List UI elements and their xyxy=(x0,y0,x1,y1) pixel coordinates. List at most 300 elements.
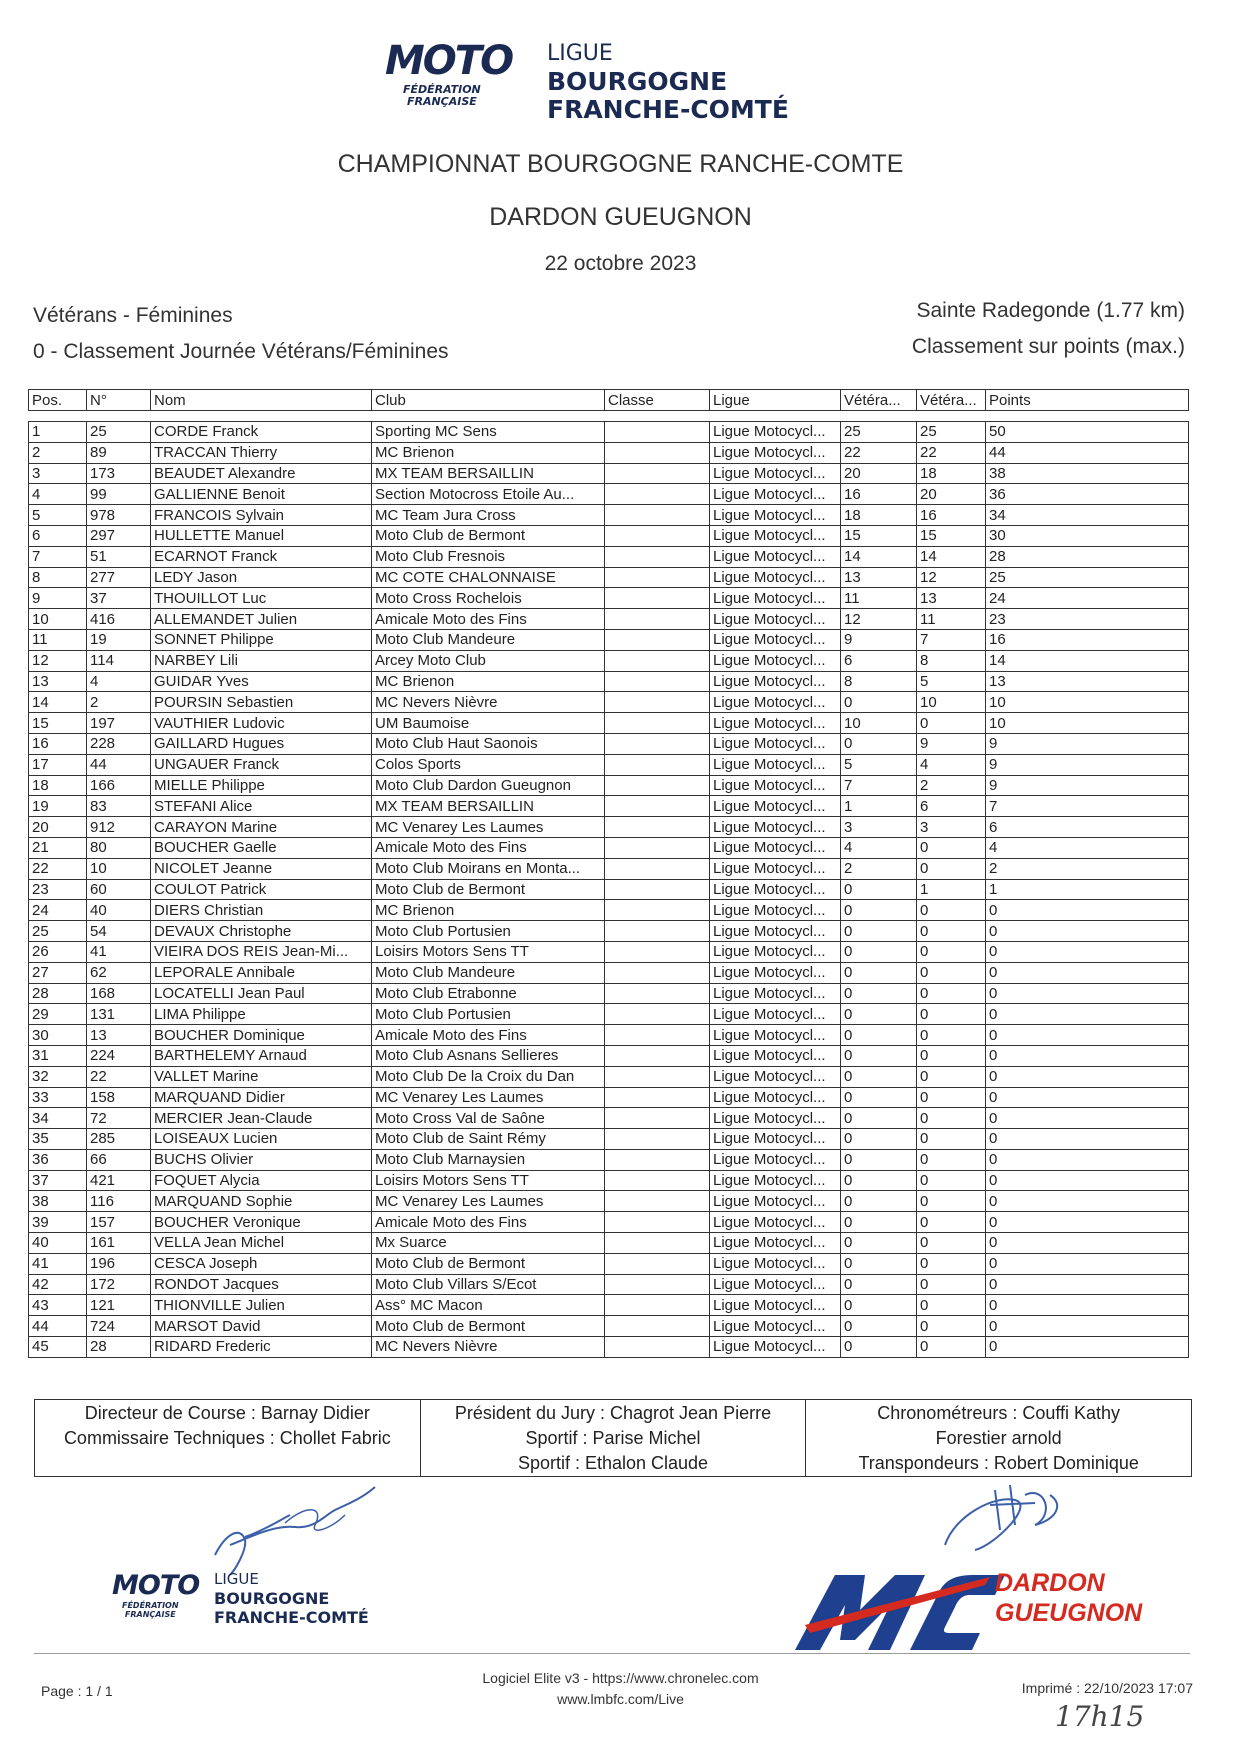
table-cell: Loisirs Motors Sens TT xyxy=(372,1170,605,1191)
table-cell: 51 xyxy=(87,546,151,567)
table-cell: 0 xyxy=(986,900,1189,921)
table-cell: THIONVILLE Julien xyxy=(151,1295,372,1316)
table-cell: 0 xyxy=(917,921,986,942)
table-cell: 0 xyxy=(986,1129,1189,1150)
table-cell: 912 xyxy=(87,817,151,838)
table-cell: 6 xyxy=(917,796,986,817)
table-cell: 10 xyxy=(841,713,917,734)
table-row xyxy=(29,650,1189,671)
table-cell: Ligue Motocycl... xyxy=(710,1316,841,1337)
table-cell xyxy=(605,1170,710,1191)
table-cell: Ligue Motocycl... xyxy=(710,754,841,775)
table-cell: 0 xyxy=(917,1212,986,1233)
table-cell: 0 xyxy=(841,1316,917,1337)
table-cell: Ligue Motocycl... xyxy=(710,588,841,609)
table-cell: 0 xyxy=(841,1170,917,1191)
table-cell xyxy=(605,796,710,817)
table-cell xyxy=(605,1149,710,1170)
table-cell: 0 xyxy=(917,837,986,858)
table-cell: Ligue Motocycl... xyxy=(710,463,841,484)
table-row xyxy=(29,422,1189,443)
table-cell: Section Motocross Etoile Au... xyxy=(372,484,605,505)
table-cell: 36 xyxy=(986,484,1189,505)
table-cell: 0 xyxy=(917,1025,986,1046)
table-cell: LIMA Philippe xyxy=(151,1004,372,1025)
table-cell: 4 xyxy=(29,484,87,505)
table-cell: 121 xyxy=(87,1295,151,1316)
table-cell: 2 xyxy=(917,775,986,796)
table-cell: 157 xyxy=(87,1212,151,1233)
table-cell: 12 xyxy=(29,650,87,671)
results-table xyxy=(28,389,1189,1358)
table-cell: MC Venarey Les Laumes xyxy=(372,1087,605,1108)
table-cell xyxy=(605,754,710,775)
table-cell: 5 xyxy=(841,754,917,775)
table-cell: 2 xyxy=(841,858,917,879)
table-cell: 3 xyxy=(841,817,917,838)
table-cell: Ligue Motocycl... xyxy=(710,879,841,900)
table-cell: 6 xyxy=(841,650,917,671)
table-cell: 8 xyxy=(917,650,986,671)
table-cell: 9 xyxy=(986,775,1189,796)
table-row xyxy=(29,609,1189,630)
federation-logo-footer xyxy=(112,1570,412,1640)
table-row xyxy=(29,1108,1189,1129)
table-cell: BOUCHER Gaelle xyxy=(151,837,372,858)
table-cell: 0 xyxy=(841,1253,917,1274)
table-cell: 41 xyxy=(29,1253,87,1274)
table-cell xyxy=(605,900,710,921)
table-row xyxy=(29,505,1189,526)
table-cell: Moto Club Haut Saonois xyxy=(372,733,605,754)
table-cell: 285 xyxy=(87,1129,151,1150)
table-cell xyxy=(605,463,710,484)
table-cell: Ligue Motocycl... xyxy=(710,1149,841,1170)
col-header: Vétéra... xyxy=(917,390,986,411)
table-cell: 45 xyxy=(29,1337,87,1358)
table-header-row xyxy=(29,390,1189,411)
table-cell xyxy=(605,1191,710,1212)
table-cell: DEVAUX Christophe xyxy=(151,921,372,942)
table-cell: Amicale Moto des Fins xyxy=(372,609,605,630)
table-cell: BOUCHER Veronique xyxy=(151,1212,372,1233)
table-cell: 2 xyxy=(87,692,151,713)
table-cell: 22 xyxy=(917,442,986,463)
table-cell: BUCHS Olivier xyxy=(151,1149,372,1170)
table-cell: Moto Club Moirans en Monta... xyxy=(372,858,605,879)
table-cell: Ligue Motocycl... xyxy=(710,484,841,505)
table-cell: 0 xyxy=(841,962,917,983)
table-cell: 0 xyxy=(986,1025,1189,1046)
table-cell: 0 xyxy=(841,941,917,962)
table-cell xyxy=(605,941,710,962)
table-cell: 0 xyxy=(917,1004,986,1025)
table-cell: 10 xyxy=(917,692,986,713)
table-cell: GAILLARD Hugues xyxy=(151,733,372,754)
table-cell: 35 xyxy=(29,1129,87,1150)
table-cell: 0 xyxy=(841,1191,917,1212)
table-cell: MC Venarey Les Laumes xyxy=(372,817,605,838)
table-cell: VIEIRA DOS REIS Jean-Mi... xyxy=(151,941,372,962)
table-row xyxy=(29,1337,1189,1358)
table-cell: 158 xyxy=(87,1087,151,1108)
table-cell: 0 xyxy=(917,1337,986,1358)
col-header: Vétéra... xyxy=(841,390,917,411)
table-cell: 0 xyxy=(841,1129,917,1150)
table-row xyxy=(29,1274,1189,1295)
table-cell: Colos Sports xyxy=(372,754,605,775)
table-cell: 14 xyxy=(841,546,917,567)
table-cell: LOISEAUX Lucien xyxy=(151,1129,372,1150)
signature-jury xyxy=(935,1475,1105,1565)
table-cell: Ligue Motocycl... xyxy=(710,671,841,692)
table-cell: 724 xyxy=(87,1316,151,1337)
table-cell: 20 xyxy=(841,463,917,484)
table-cell: 114 xyxy=(87,650,151,671)
table-cell: Ligue Motocycl... xyxy=(710,1337,841,1358)
table-cell: 2 xyxy=(29,442,87,463)
table-cell: 9 xyxy=(986,733,1189,754)
table-cell: 228 xyxy=(87,733,151,754)
table-cell xyxy=(605,546,710,567)
table-cell xyxy=(605,775,710,796)
table-cell: 89 xyxy=(87,442,151,463)
table-row xyxy=(29,629,1189,650)
table-cell: 166 xyxy=(87,775,151,796)
table-cell: 0 xyxy=(841,1233,917,1254)
table-cell: NICOLET Jeanne xyxy=(151,858,372,879)
table-cell: 33 xyxy=(29,1087,87,1108)
table-cell: 0 xyxy=(917,1129,986,1150)
table-cell: Moto Cross Val de Saône xyxy=(372,1108,605,1129)
table-row xyxy=(29,962,1189,983)
logo-ligue-text: LIGUE BOURGOGNE FRANCHE-COMTÉ xyxy=(547,41,789,124)
table-cell: Ligue Motocycl... xyxy=(710,525,841,546)
table-cell xyxy=(605,817,710,838)
table-cell: MC COTE CHALONNAISE xyxy=(372,567,605,588)
table-cell: 13 xyxy=(87,1025,151,1046)
table-cell: FOQUET Alycia xyxy=(151,1170,372,1191)
table-cell: Ligue Motocycl... xyxy=(710,921,841,942)
table-row xyxy=(29,983,1189,1004)
circuit-block xyxy=(912,293,1185,365)
signature-director xyxy=(185,1475,395,1585)
table-row xyxy=(29,567,1189,588)
table-cell: Ligue Motocycl... xyxy=(710,1274,841,1295)
table-cell: 0 xyxy=(986,1253,1189,1274)
table-cell: ECARNOT Franck xyxy=(151,546,372,567)
table-cell: 31 xyxy=(29,1045,87,1066)
table-cell: LEDY Jason xyxy=(151,567,372,588)
logo-ligue-text: LIGUE BOURGOGNE FRANCHE-COMTÉ xyxy=(214,1570,369,1627)
table-row xyxy=(29,692,1189,713)
table-cell xyxy=(605,1066,710,1087)
table-cell: 14 xyxy=(29,692,87,713)
table-row xyxy=(29,754,1189,775)
table-cell: 0 xyxy=(917,983,986,1004)
table-cell: 13 xyxy=(841,567,917,588)
table-cell: 0 xyxy=(841,1337,917,1358)
table-cell: MARQUAND Sophie xyxy=(151,1191,372,1212)
table-cell: 11 xyxy=(917,609,986,630)
table-cell: 39 xyxy=(29,1212,87,1233)
table-row xyxy=(29,900,1189,921)
table-row xyxy=(29,1191,1189,1212)
table-row xyxy=(29,588,1189,609)
table-cell: 16 xyxy=(917,505,986,526)
table-cell: Ligue Motocycl... xyxy=(710,546,841,567)
table-cell: 0 xyxy=(841,692,917,713)
table-cell: Ligue Motocycl... xyxy=(710,609,841,630)
table-cell: 60 xyxy=(87,879,151,900)
table-cell: TRACCAN Thierry xyxy=(151,442,372,463)
table-cell: 44 xyxy=(87,754,151,775)
table-cell: 196 xyxy=(87,1253,151,1274)
table-cell: 18 xyxy=(29,775,87,796)
table-cell: 7 xyxy=(986,796,1189,817)
table-cell: 20 xyxy=(29,817,87,838)
col-header: Classe xyxy=(605,390,710,411)
table-cell: Ligue Motocycl... xyxy=(710,567,841,588)
table-cell: Ligue Motocycl... xyxy=(710,1087,841,1108)
table-cell: 10 xyxy=(87,858,151,879)
table-cell: 0 xyxy=(917,713,986,734)
table-cell: 0 xyxy=(986,1004,1189,1025)
table-cell: 0 xyxy=(841,1149,917,1170)
table-cell: 1 xyxy=(917,879,986,900)
table-cell: MC Team Jura Cross xyxy=(372,505,605,526)
footer-divider xyxy=(34,1653,1190,1654)
table-cell: 25 xyxy=(917,422,986,443)
table-cell: 0 xyxy=(986,1212,1189,1233)
table-row xyxy=(29,1045,1189,1066)
table-cell: THOUILLOT Luc xyxy=(151,588,372,609)
table-cell: 0 xyxy=(841,921,917,942)
table-cell: Moto Club de Bermont xyxy=(372,879,605,900)
table-cell: UM Baumoise xyxy=(372,713,605,734)
table-cell: 10 xyxy=(29,609,87,630)
table-cell: 0 xyxy=(917,1295,986,1316)
table-cell: 14 xyxy=(917,546,986,567)
table-cell: Ligue Motocycl... xyxy=(710,983,841,1004)
table-cell: BEAUDET Alexandre xyxy=(151,463,372,484)
table-row xyxy=(29,796,1189,817)
table-cell: 0 xyxy=(841,733,917,754)
officials-col-jury: Président du Jury : Chagrot Jean Pierre Sportif : Parise Michel Sportif : Ethalon Claude xyxy=(421,1400,807,1476)
table-row xyxy=(29,1149,1189,1170)
table-cell: Moto Club Fresnois xyxy=(372,546,605,567)
table-cell: Ligue Motocycl... xyxy=(710,422,841,443)
table-cell: BOUCHER Dominique xyxy=(151,1025,372,1046)
table-cell: 7 xyxy=(29,546,87,567)
table-cell: 416 xyxy=(87,609,151,630)
table-cell: 0 xyxy=(917,941,986,962)
classement-label: 0 - Classement Journée Vétérans/Féminines xyxy=(33,340,449,363)
table-row xyxy=(29,1025,1189,1046)
table-row xyxy=(29,817,1189,838)
col-header: Ligue xyxy=(710,390,841,411)
table-row xyxy=(29,463,1189,484)
table-cell: 83 xyxy=(87,796,151,817)
table-cell: 26 xyxy=(29,941,87,962)
table-cell: 10 xyxy=(986,692,1189,713)
table-cell: 80 xyxy=(87,837,151,858)
table-row xyxy=(29,1129,1189,1150)
logo-federation-text: FÉDÉRATION FRANÇAISE xyxy=(403,83,481,108)
logo-federation-text: FÉDÉRATION FRANÇAISE xyxy=(122,1601,179,1619)
table-cell: 0 xyxy=(917,858,986,879)
table-row xyxy=(29,546,1189,567)
table-cell: 18 xyxy=(917,463,986,484)
table-cell: 28 xyxy=(87,1337,151,1358)
table-cell xyxy=(605,837,710,858)
table-cell: Ligue Motocycl... xyxy=(710,692,841,713)
table-cell: 21 xyxy=(29,837,87,858)
table-cell xyxy=(605,879,710,900)
table-cell: Ligue Motocycl... xyxy=(710,713,841,734)
table-row xyxy=(29,1170,1189,1191)
table-cell: 13 xyxy=(986,671,1189,692)
table-cell xyxy=(605,692,710,713)
table-cell: Moto Club Mandeure xyxy=(372,962,605,983)
table-cell: 0 xyxy=(917,1233,986,1254)
table-cell: Ligue Motocycl... xyxy=(710,629,841,650)
table-cell: Moto Club De la Croix du Dan xyxy=(372,1066,605,1087)
table-cell: 62 xyxy=(87,962,151,983)
table-cell: 38 xyxy=(29,1191,87,1212)
table-cell: 19 xyxy=(87,629,151,650)
table-cell: Amicale Moto des Fins xyxy=(372,1025,605,1046)
table-cell: 24 xyxy=(29,900,87,921)
table-row xyxy=(29,671,1189,692)
table-cell: 44 xyxy=(29,1316,87,1337)
table-row xyxy=(29,525,1189,546)
table-cell: 22 xyxy=(87,1066,151,1087)
table-cell: Ligue Motocycl... xyxy=(710,1233,841,1254)
table-row xyxy=(29,879,1189,900)
table-cell: 25 xyxy=(87,422,151,443)
table-cell: 0 xyxy=(986,983,1189,1004)
table-cell xyxy=(605,1045,710,1066)
table-cell: 10 xyxy=(986,713,1189,734)
table-row xyxy=(29,1253,1189,1274)
table-cell: 23 xyxy=(986,609,1189,630)
federation-logo xyxy=(385,38,835,128)
table-cell: 11 xyxy=(841,588,917,609)
table-cell: 25 xyxy=(841,422,917,443)
table-cell xyxy=(605,609,710,630)
table-cell: 4 xyxy=(87,671,151,692)
table-cell: Moto Club Portusien xyxy=(372,1004,605,1025)
table-cell: 24 xyxy=(986,588,1189,609)
table-cell: 40 xyxy=(29,1233,87,1254)
table-cell: VAUTHIER Ludovic xyxy=(151,713,372,734)
table-cell: 0 xyxy=(917,1108,986,1129)
table-cell: Ligue Motocycl... xyxy=(710,1129,841,1150)
table-cell: Moto Club Marnaysien xyxy=(372,1149,605,1170)
table-row xyxy=(29,1295,1189,1316)
table-cell: Ligue Motocycl... xyxy=(710,650,841,671)
table-cell: 29 xyxy=(29,1004,87,1025)
table-cell: RONDOT Jacques xyxy=(151,1274,372,1295)
table-cell: 0 xyxy=(986,1066,1189,1087)
table-row xyxy=(29,858,1189,879)
table-row xyxy=(29,713,1189,734)
table-row xyxy=(29,1087,1189,1108)
table-cell: 6 xyxy=(986,817,1189,838)
table-cell: MX TEAM BERSAILLIN xyxy=(372,796,605,817)
table-cell: 0 xyxy=(986,1149,1189,1170)
table-cell: CESCA Joseph xyxy=(151,1253,372,1274)
officials-box xyxy=(34,1399,1192,1477)
table-cell: 0 xyxy=(841,1004,917,1025)
table-cell xyxy=(605,983,710,1004)
table-cell: 44 xyxy=(986,442,1189,463)
table-cell: DIERS Christian xyxy=(151,900,372,921)
table-cell: 421 xyxy=(87,1170,151,1191)
table-cell xyxy=(605,629,710,650)
mc-club-name: DARDON GUEUGNON xyxy=(995,1569,1143,1627)
table-cell: Ligue Motocycl... xyxy=(710,837,841,858)
table-cell: 0 xyxy=(841,1087,917,1108)
table-cell xyxy=(605,1233,710,1254)
table-cell: Ligue Motocycl... xyxy=(710,1108,841,1129)
table-cell: BARTHELEMY Arnaud xyxy=(151,1045,372,1066)
table-cell: 22 xyxy=(841,442,917,463)
table-cell: 38 xyxy=(986,463,1189,484)
table-cell: 0 xyxy=(986,1108,1189,1129)
table-cell: 37 xyxy=(87,588,151,609)
table-cell: HULLETTE Manuel xyxy=(151,525,372,546)
table-cell xyxy=(605,484,710,505)
table-cell: Ligue Motocycl... xyxy=(710,941,841,962)
table-cell: MIELLE Philippe xyxy=(151,775,372,796)
table-cell: Mx Suarce xyxy=(372,1233,605,1254)
table-cell: MARQUAND Didier xyxy=(151,1087,372,1108)
table-cell: Ligue Motocycl... xyxy=(710,900,841,921)
table-cell: 11 xyxy=(29,629,87,650)
table-cell xyxy=(605,442,710,463)
table-cell: 4 xyxy=(986,837,1189,858)
table-cell: 4 xyxy=(841,837,917,858)
table-cell: MC Brienon xyxy=(372,442,605,463)
table-cell: 0 xyxy=(917,1045,986,1066)
table-cell xyxy=(605,567,710,588)
table-cell xyxy=(605,713,710,734)
table-cell: 9 xyxy=(29,588,87,609)
table-cell xyxy=(605,505,710,526)
table-cell: 3 xyxy=(917,817,986,838)
table-cell: 0 xyxy=(917,1274,986,1295)
table-cell: 5 xyxy=(29,505,87,526)
table-cell: 1 xyxy=(841,796,917,817)
table-cell: 28 xyxy=(29,983,87,1004)
table-cell: 34 xyxy=(29,1108,87,1129)
table-cell: COULOT Patrick xyxy=(151,879,372,900)
table-cell xyxy=(605,1108,710,1129)
software-credit: Logiciel Elite v3 - https://www.chronelec.com www.lmbfc.com/Live xyxy=(482,1670,759,1707)
table-cell: 15 xyxy=(841,525,917,546)
table-cell: 0 xyxy=(986,1316,1189,1337)
table-row xyxy=(29,941,1189,962)
table-cell: MC Brienon xyxy=(372,671,605,692)
table-cell: 131 xyxy=(87,1004,151,1025)
table-cell: MX TEAM BERSAILLIN xyxy=(372,463,605,484)
table-row xyxy=(29,1316,1189,1337)
table-cell: 0 xyxy=(986,1191,1189,1212)
table-cell: 161 xyxy=(87,1233,151,1254)
table-cell xyxy=(605,858,710,879)
